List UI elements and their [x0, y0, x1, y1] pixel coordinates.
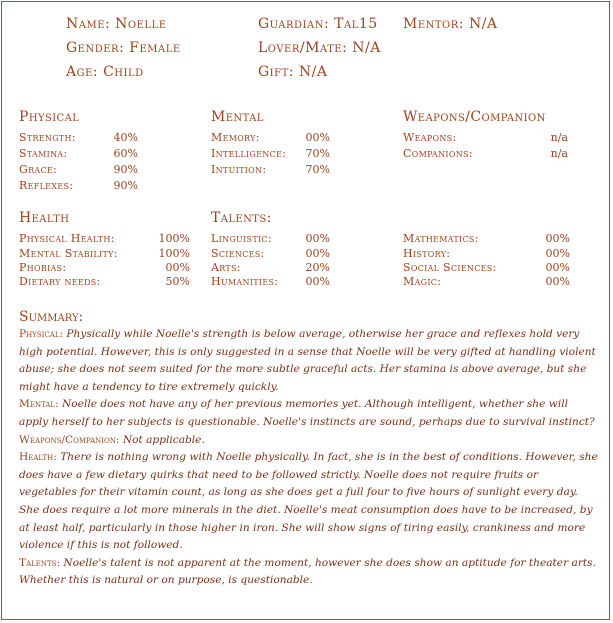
stat-value: n/a	[550, 131, 568, 144]
physical-heading: Physical	[19, 109, 80, 125]
stat-value: 20%	[305, 261, 330, 274]
stat-label: Weapons:	[403, 131, 457, 144]
summary-text: Not applicable.	[122, 433, 205, 446]
talents-heading: Talents:	[211, 210, 272, 226]
summary-text: Physically while Noelle's strength is below average, otherwise her grace and reflexes hold very high potential. However, this is only suggested in a sense that Noelle will be very gifted at handling violent abuse; she does not seem suited for the more subtle graceful acts. Her stamina is above average, but she might have a tendency to tire extremely quickly.	[19, 328, 596, 393]
stat-value: 00%	[305, 131, 330, 144]
mental-heading: Mental	[211, 109, 264, 125]
stat-label: Memory:	[211, 131, 260, 144]
stat-label: Mental Stability:	[19, 247, 118, 260]
stat-value: 00%	[305, 247, 330, 260]
stat-value: 00%	[305, 232, 330, 245]
lover-field: Lover/Mate: N/A	[258, 40, 381, 56]
stat-value: 00%	[305, 275, 330, 288]
stat-label: Magic:	[403, 275, 442, 288]
stat-value: 00%	[545, 261, 570, 274]
stat-label: Strength:	[19, 131, 76, 144]
summary-label: Mental:	[19, 398, 59, 411]
summary-text: Noelle does not have any of her previous memories yet. Although intelligent, whether she will apply herself to her subjects is questionable. Noelle's instincts are sound, perhaps due to survival instinct?	[19, 398, 595, 428]
summary-text: Noelle's talent is not apparent at the moment, however she does show an aptitude for theater arts. Whether this is natural or on purpose, is questionable.	[19, 556, 596, 587]
summary-label: Weapons/Companion:	[19, 433, 120, 446]
stat-label: Arts:	[211, 261, 241, 274]
gift-field: Gift: N/A	[258, 64, 328, 80]
summary-body	[19, 326, 599, 590]
health-heading: Health	[19, 210, 70, 226]
stat-value: 40%	[113, 131, 138, 144]
stat-label: Dietary needs:	[19, 275, 101, 288]
stat-value: 70%	[305, 163, 330, 176]
gender-field: Gender: Female	[66, 40, 181, 56]
stat-label: Social Sciences:	[403, 261, 497, 274]
summary-label: Physical:	[19, 328, 64, 340]
summary-text: There is nothing wrong with Noelle physically. In fact, she is in the best of conditions. However, she does have a few dietary quirks that need to be followed strictly. Noelle does not require fruits or vegetables for their vitamin count, as long as she does get a full four to five hours of sunlight every day. She does require a lot more minerals in the diet. Noelle's meat consumption does have to be increased, by at least half, particularly in those higher in iron. She will show signs of tiring easily, crankiness and more violence if this is not followed.	[19, 451, 598, 552]
stat-label: Stamina:	[19, 147, 68, 160]
stat-value: 00%	[545, 275, 570, 288]
summary-physical	[19, 326, 599, 396]
name-field: Name: Noelle	[66, 16, 167, 32]
stat-value: 60%	[113, 147, 138, 160]
age-field: Age: Child	[66, 64, 144, 80]
summary-talents	[19, 555, 599, 590]
weapons-heading: Weapons/Companion	[403, 109, 546, 125]
summary-label: Health:	[19, 451, 57, 464]
stat-label: History:	[403, 247, 451, 260]
stat-value: n/a	[550, 147, 568, 160]
stat-value: 50%	[165, 275, 190, 288]
stat-value: 90%	[113, 163, 138, 176]
stat-value: 00%	[165, 261, 190, 274]
mentor-field: Mentor: N/A	[403, 16, 498, 32]
stat-label: Linguistic:	[211, 232, 272, 245]
stat-value: 100%	[158, 232, 190, 245]
summary-mental	[19, 396, 599, 431]
stat-value: 90%	[113, 179, 138, 192]
stat-label: Sciences:	[211, 247, 265, 260]
stat-label: Grace:	[19, 163, 58, 176]
stat-value: 70%	[305, 147, 330, 160]
summary-health	[19, 449, 599, 555]
stat-value: 00%	[545, 247, 570, 260]
stat-label: Mathematics:	[403, 232, 479, 245]
summary-weapons	[19, 432, 599, 450]
stat-label: Intuition:	[211, 163, 267, 176]
summary-label: Talents:	[19, 556, 61, 569]
stat-label: Humanities:	[211, 275, 279, 288]
stat-value: 00%	[545, 232, 570, 245]
guardian-field: Guardian: Tal15	[258, 16, 378, 32]
stat-label: Phobias:	[19, 261, 67, 274]
stat-label: Intelligence:	[211, 147, 287, 160]
stat-label: Companions:	[403, 147, 473, 160]
stat-value: 100%	[158, 247, 190, 260]
stat-label: Physical Health:	[19, 232, 115, 245]
stat-label: Reflexes:	[19, 179, 74, 192]
summary-heading: Summary:	[19, 309, 84, 325]
